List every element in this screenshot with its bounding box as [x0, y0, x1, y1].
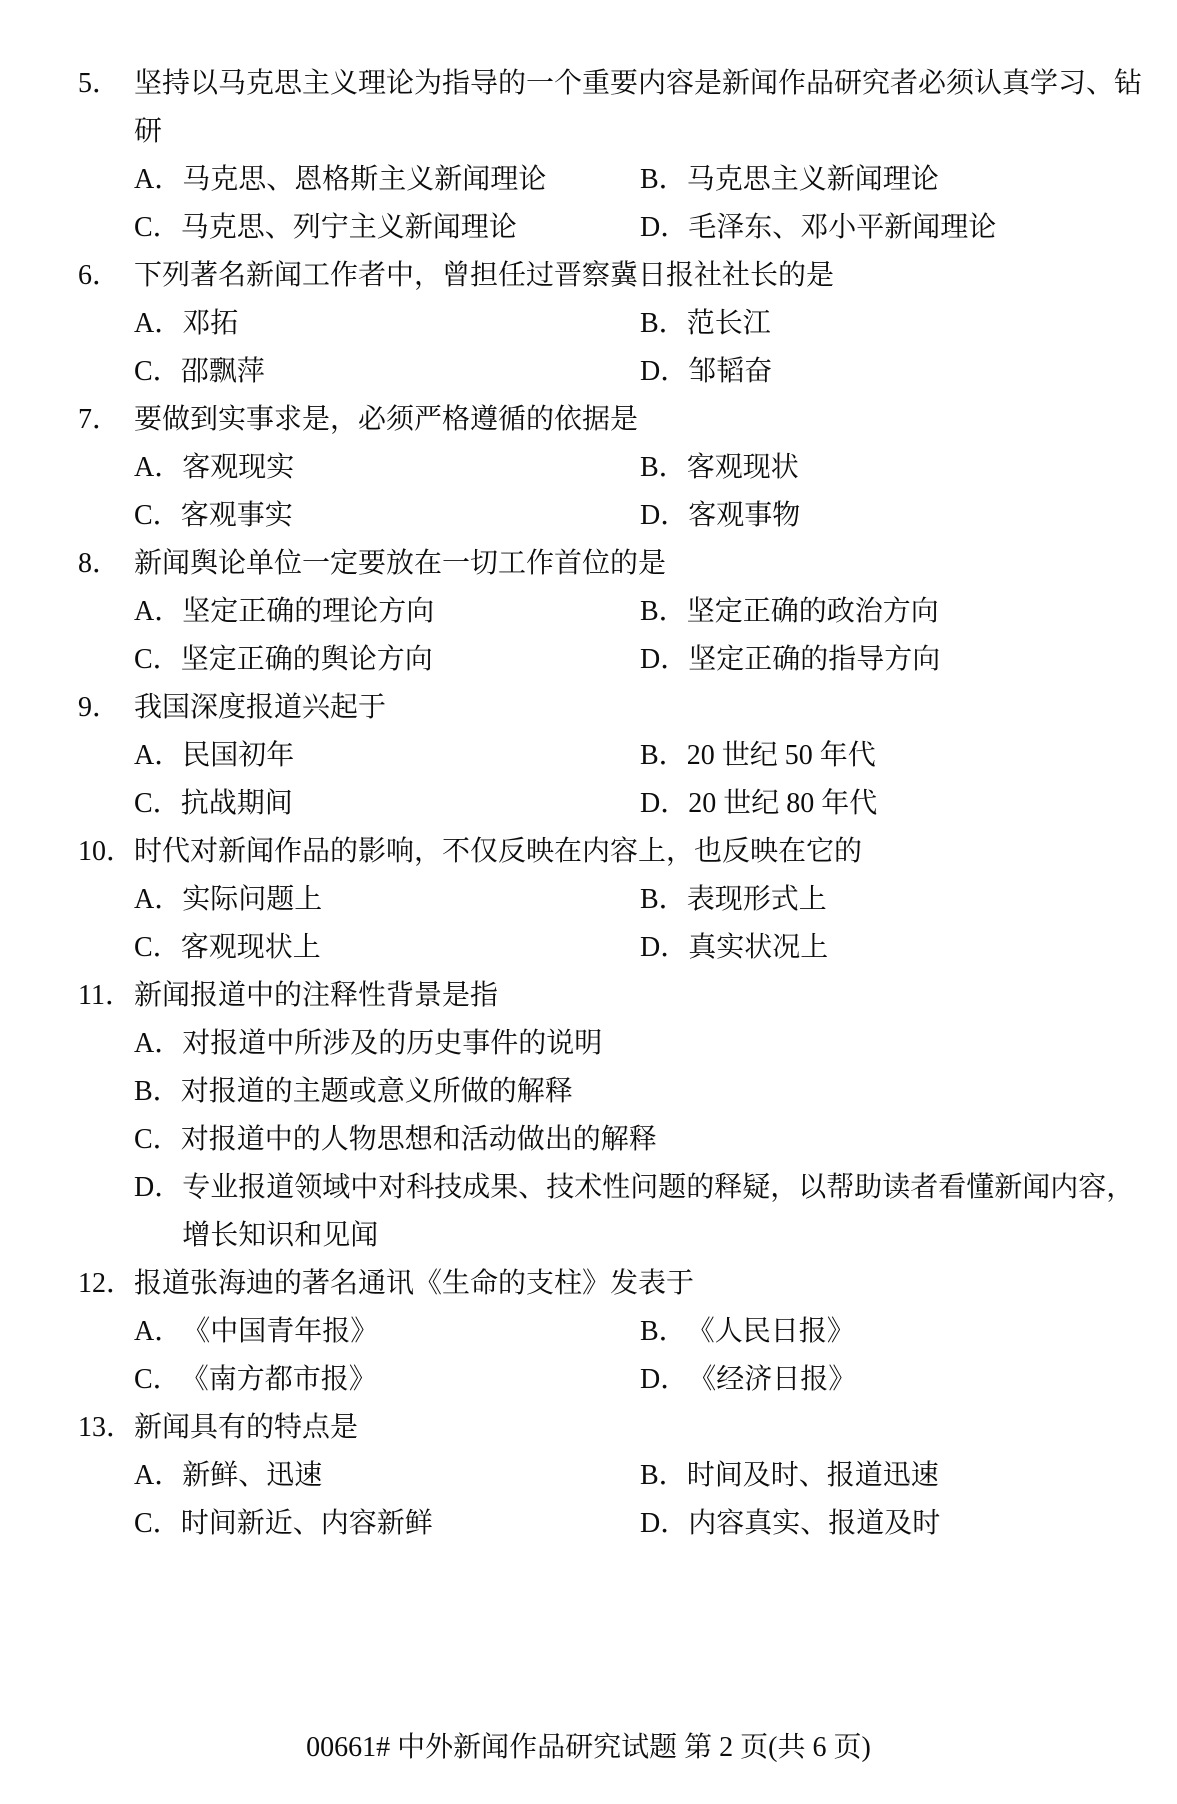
- option-text: 《经济日报》: [688, 1364, 857, 1395]
- option-text: 实际问题上: [182, 884, 323, 915]
- option-a: [134, 444, 640, 492]
- option-text: 《南方都市报》: [180, 1364, 377, 1395]
- question-13: [78, 1404, 1147, 1548]
- option-label: C．: [134, 1124, 181, 1155]
- option-label: A．: [134, 308, 183, 339]
- question-number: 5．: [78, 68, 121, 99]
- question-head: [78, 972, 1147, 1020]
- page-footer: 00661# 中外新闻作品研究试题 第 2 页(共 6 页): [306, 1732, 871, 1763]
- question-number: 6．: [78, 260, 121, 291]
- options: [134, 156, 1147, 252]
- option-label: D．: [640, 1364, 689, 1395]
- option-a: [134, 732, 640, 780]
- option-text: 客观事实: [180, 500, 293, 531]
- option-text: 时间新近、内容新鲜: [180, 1508, 433, 1539]
- question-text: 坚持以马克思主义理论为指导的一个重要内容是新闻作品研究者必须认真学习、钻研: [134, 68, 1143, 147]
- option-text: 抗战期间: [180, 788, 293, 819]
- options: [134, 300, 1147, 396]
- option-text: 真实状况上: [688, 932, 829, 963]
- question-list: [78, 60, 1147, 1548]
- question-head: [78, 396, 1147, 444]
- option-label: B．: [640, 1316, 687, 1347]
- option-label: B．: [640, 164, 687, 195]
- option-label: B．: [134, 1076, 181, 1107]
- question-number: 10．: [78, 836, 135, 867]
- option-label: D．: [640, 644, 689, 675]
- options: [134, 732, 1147, 828]
- option-d: [134, 1164, 1147, 1260]
- option-d: [640, 636, 1147, 684]
- option-text: 客观现状: [686, 452, 799, 483]
- option-text: 民国初年: [182, 740, 295, 771]
- option-b: [640, 876, 1147, 924]
- option-text: 邹韬奋: [688, 356, 773, 387]
- option-a: [134, 156, 640, 204]
- question-5: [78, 60, 1147, 252]
- question-number: 9．: [78, 692, 121, 723]
- option-b: [640, 732, 1147, 780]
- question-text: 报道张海迪的著名通讯《生命的支柱》发表于: [134, 1268, 695, 1299]
- option-a: [134, 1308, 640, 1356]
- option-b: [640, 444, 1147, 492]
- option-label: B．: [640, 884, 687, 915]
- option-label: A．: [134, 884, 183, 915]
- question-number: 11．: [78, 980, 133, 1011]
- options: [134, 1308, 1147, 1404]
- question-number: 12．: [78, 1268, 135, 1299]
- option-label: C．: [134, 356, 181, 387]
- option-a: [134, 876, 640, 924]
- option-label: D．: [640, 356, 689, 387]
- question-7: [78, 396, 1147, 540]
- option-d: [640, 348, 1147, 396]
- option-label: B．: [640, 596, 687, 627]
- question-text: 新闻报道中的注释性背景是指: [134, 980, 499, 1011]
- question-text: 我国深度报道兴起于: [134, 692, 387, 723]
- option-text: 坚定正确的舆论方向: [180, 644, 433, 675]
- option-b: [640, 1308, 1147, 1356]
- option-text: 《中国青年报》: [182, 1316, 379, 1347]
- option-c: [134, 204, 640, 252]
- question-11: [78, 972, 1147, 1260]
- option-text: 对报道的主题或意义所做的解释: [180, 1076, 573, 1107]
- question-9: [78, 684, 1147, 828]
- option-c: [134, 780, 640, 828]
- option-b: [640, 588, 1147, 636]
- question-number: 8．: [78, 548, 121, 579]
- options: [134, 1020, 1147, 1260]
- option-text: 坚定正确的理论方向: [182, 596, 435, 627]
- question-text: 时代对新闻作品的影响，不仅反映在内容上，也反映在它的: [134, 836, 863, 867]
- option-text: 马克思主义新闻理论: [686, 164, 939, 195]
- option-label: C．: [134, 500, 181, 531]
- option-c: [134, 636, 640, 684]
- option-text: 20 世纪 80 年代: [688, 788, 878, 819]
- option-text: 20 世纪 50 年代: [686, 740, 876, 771]
- option-text: 客观现状上: [180, 932, 321, 963]
- option-d: [640, 1500, 1147, 1548]
- option-label: C．: [134, 644, 181, 675]
- question-head: [78, 252, 1147, 300]
- option-text: 邓拓: [182, 308, 239, 339]
- option-text: 对报道中所涉及的历史事件的说明: [182, 1028, 603, 1059]
- option-b: [640, 156, 1147, 204]
- options: [134, 444, 1147, 540]
- question-head: [78, 540, 1147, 588]
- option-label: B．: [640, 740, 687, 771]
- question-6: [78, 252, 1147, 396]
- option-b: [640, 300, 1147, 348]
- question-12: [78, 1260, 1147, 1404]
- question-text: 新闻具有的特点是: [134, 1412, 359, 1443]
- question-8: [78, 540, 1147, 684]
- question-10: [78, 828, 1147, 972]
- option-label: A．: [134, 164, 183, 195]
- option-text: 毛泽东、邓小平新闻理论: [688, 212, 997, 243]
- option-d: [640, 204, 1147, 252]
- option-label: A．: [134, 1028, 183, 1059]
- options: [134, 876, 1147, 972]
- option-a: [134, 300, 640, 348]
- option-text: 马克思、列宁主义新闻理论: [180, 212, 517, 243]
- question-number: 7．: [78, 404, 121, 435]
- option-d: [640, 492, 1147, 540]
- option-c: [134, 1356, 640, 1404]
- option-text: 邵飘萍: [180, 356, 265, 387]
- option-d: [640, 924, 1147, 972]
- option-label: C．: [134, 212, 181, 243]
- question-text: 下列著名新闻工作者中，曾担任过晋察冀日报社社长的是: [134, 260, 835, 291]
- option-label: D．: [640, 1508, 689, 1539]
- option-a: [134, 588, 640, 636]
- option-a: [134, 1452, 640, 1500]
- option-label: D．: [640, 500, 689, 531]
- option-text: 坚定正确的指导方向: [688, 644, 941, 675]
- option-label: A．: [134, 740, 183, 771]
- question-head: [78, 1404, 1147, 1452]
- option-label: C．: [134, 1364, 181, 1395]
- option-text: 范长江: [686, 308, 771, 339]
- option-d: [640, 780, 1147, 828]
- options: [134, 1452, 1147, 1548]
- option-text: 客观事物: [688, 500, 801, 531]
- option-label: A．: [134, 452, 183, 483]
- option-text: 表现形式上: [686, 884, 827, 915]
- option-label: B．: [640, 1460, 687, 1491]
- option-b: [134, 1068, 1147, 1116]
- option-c: [134, 924, 640, 972]
- option-text: 内容真实、报道及时: [688, 1508, 941, 1539]
- option-label: A．: [134, 1460, 183, 1491]
- option-label: A．: [134, 596, 183, 627]
- option-text: 对报道中的人物思想和活动做出的解释: [180, 1124, 657, 1155]
- option-c: [134, 1116, 1147, 1164]
- option-label: C．: [134, 932, 181, 963]
- option-text: 时间及时、报道迅速: [686, 1460, 939, 1491]
- option-text: 马克思、恩格斯主义新闻理论: [182, 164, 547, 195]
- option-text: 《人民日报》: [686, 1316, 855, 1347]
- option-a: [134, 1020, 1147, 1068]
- option-c: [134, 1500, 640, 1548]
- question-text: 新闻舆论单位一定要放在一切工作首位的是: [134, 548, 667, 579]
- option-b: [640, 1452, 1147, 1500]
- option-label: C．: [134, 1508, 181, 1539]
- option-label: D．: [134, 1172, 183, 1203]
- question-number: 13．: [78, 1412, 135, 1443]
- question-text: 要做到实事求是，必须严格遵循的依据是: [134, 404, 639, 435]
- option-label: A．: [134, 1316, 183, 1347]
- option-c: [134, 348, 640, 396]
- option-label: D．: [640, 212, 689, 243]
- option-text: 客观现实: [182, 452, 295, 483]
- options: [134, 588, 1147, 684]
- option-label: B．: [640, 308, 687, 339]
- option-label: D．: [640, 932, 689, 963]
- question-head: [78, 60, 1147, 156]
- question-head: [78, 684, 1147, 732]
- option-label: D．: [640, 788, 689, 819]
- option-text: 坚定正确的政治方向: [686, 596, 939, 627]
- option-label: C．: [134, 788, 181, 819]
- option-text: 新鲜、迅速: [182, 1460, 323, 1491]
- option-text: 专业报道领域中对科技成果、技术性问题的释疑，以帮助读者看懂新闻内容，增长知识和见闻: [182, 1172, 1135, 1251]
- question-head: [78, 1260, 1147, 1308]
- option-d: [640, 1356, 1147, 1404]
- option-label: B．: [640, 452, 687, 483]
- question-head: [78, 828, 1147, 876]
- option-c: [134, 492, 640, 540]
